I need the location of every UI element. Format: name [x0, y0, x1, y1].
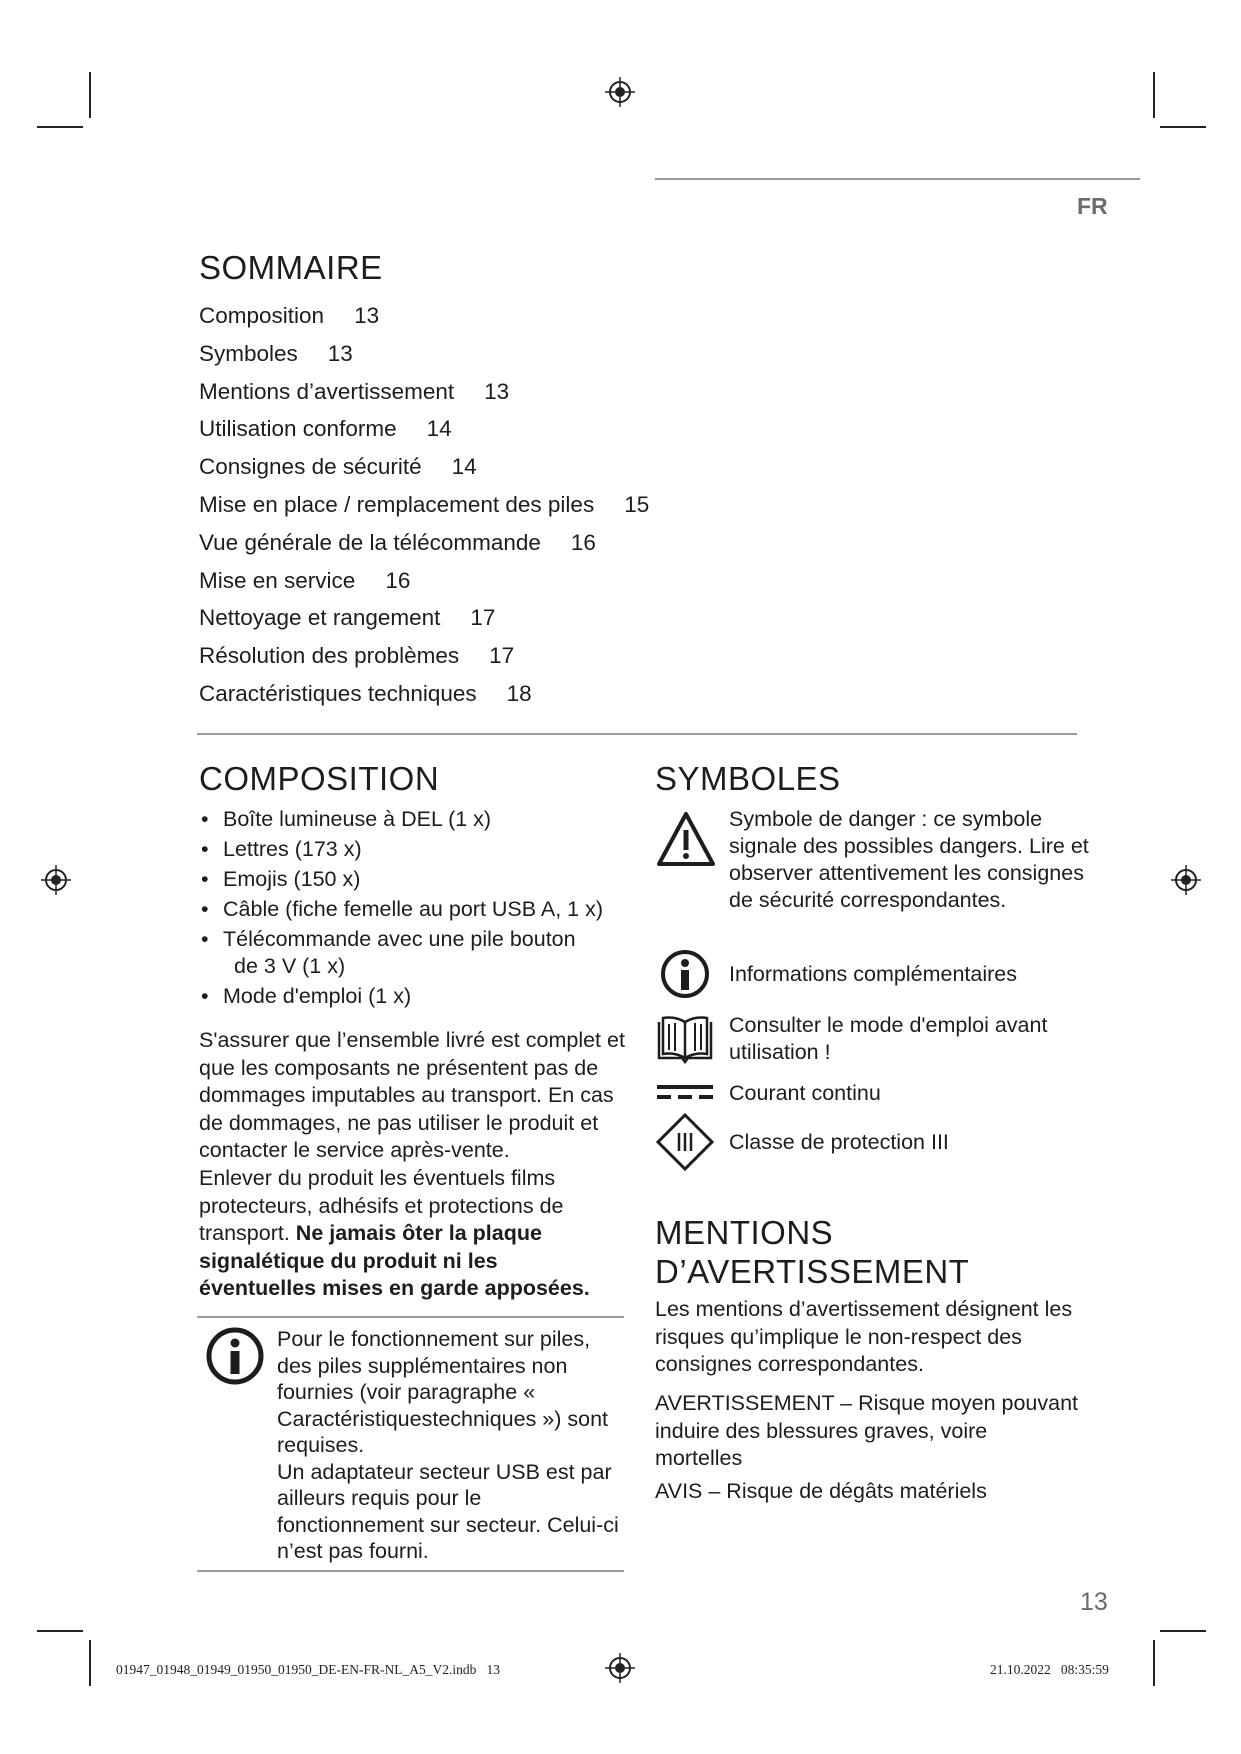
crop-mark — [1153, 1640, 1155, 1686]
registration-mark-icon — [1171, 865, 1201, 895]
registration-mark-icon — [41, 865, 71, 895]
symbol-row — [655, 1012, 1095, 1072]
warning-triangle-icon — [655, 810, 717, 868]
toc-item[interactable] — [199, 297, 649, 335]
composition-title: COMPOSITION — [199, 760, 440, 797]
crop-mark — [37, 1630, 83, 1632]
composition-item: • Emojis (150 x) — [199, 866, 629, 893]
toc-item-page: 15 — [624, 491, 650, 517]
crop-mark — [1160, 1630, 1206, 1632]
crop-mark — [89, 1640, 91, 1686]
symbol-row — [655, 1112, 1095, 1174]
toc-item-page: 14 — [426, 416, 452, 442]
toc-title: SOMMAIRE — [199, 249, 383, 286]
toc-item[interactable] — [199, 335, 649, 373]
info-icon — [660, 949, 710, 999]
symbol-text: Classe de protection III — [729, 1130, 949, 1154]
composition-item: • Mode d'emploi (1 x) — [199, 983, 629, 1010]
protection-class-iii-icon — [655, 1112, 715, 1172]
composition-item: • Lettres (173 x) — [199, 836, 629, 863]
warnings-title-line: MENTIONS — [655, 1214, 834, 1251]
symbols-title: SYMBOLES — [655, 760, 841, 797]
composition-item-line: de 3 V (1 x) — [234, 954, 346, 978]
crop-mark — [1153, 72, 1155, 118]
toc-list — [199, 297, 649, 713]
composition-item — [199, 926, 629, 980]
symbol-row — [655, 1076, 1095, 1111]
toc-item-label: Consignes de sécurité — [199, 454, 422, 480]
symbol-row — [655, 806, 1095, 936]
page-number: 13 — [1080, 1588, 1108, 1616]
toc-item[interactable] — [199, 524, 649, 562]
toc-item-page: 17 — [489, 643, 515, 669]
toc-item[interactable] — [199, 637, 649, 675]
symbol-text: Consulter le mode d'emploi avant utilisation ! — [729, 1013, 1048, 1064]
toc-item-label: Symboles — [199, 340, 298, 366]
info-box-top-rule — [197, 1316, 624, 1318]
toc-divider — [197, 733, 1077, 735]
toc-item-label: Résolution des problèmes — [199, 643, 460, 669]
registration-mark-icon — [605, 1653, 635, 1683]
composition-paragraph: S'assurer que l’ensemble livré est complet et que les composants ne présentent pas de dommages imputables au transport. En cas de dommages, ne pas utiliser le produit et contacter le service après-vente. — [199, 1028, 625, 1162]
warnings-intro: Les mentions d’avertissement désignent les risques qu’implique le non-respect des consignes correspondantes. — [655, 1297, 1073, 1376]
warnings-title — [655, 1213, 1085, 1291]
toc-item-label: Caractéristiques techniques — [199, 680, 477, 706]
toc-item-label: Vue générale de la télécommande — [199, 529, 541, 555]
crop-mark — [89, 72, 91, 118]
toc-item-page: 18 — [506, 680, 532, 706]
language-label: FR — [1077, 193, 1108, 219]
warning-avis: AVIS – Risque de dégâts matériels — [655, 1479, 987, 1503]
toc-item[interactable] — [199, 562, 649, 600]
toc-item-page: 16 — [570, 529, 596, 555]
warning-avertissement: AVERTISSEMENT – Risque moyen pouvant induire des blessures graves, voire mortelles — [655, 1391, 1079, 1470]
header-rule — [655, 178, 1140, 180]
nameplate-warning: Ne jamais ôter la plaque signalétique du produit ni les éventuelles mises en garde apposées. — [199, 1221, 590, 1300]
toc-item-page: 13 — [327, 340, 353, 366]
toc-item-page: 13 — [484, 378, 510, 404]
info-box-bottom-rule — [197, 1570, 624, 1572]
info-icon — [205, 1326, 265, 1386]
symbol-text: Informations complémentaires — [729, 962, 1017, 986]
paragraph-text: Enlever du produit les éventuels films protecteurs, adhésifs et protections de transport. — [199, 1166, 564, 1245]
toc-item[interactable] — [199, 675, 649, 713]
symbol-text: Courant continu — [729, 1081, 881, 1105]
registration-mark-icon — [605, 77, 635, 107]
toc-item-label: Mentions d’avertissement — [199, 378, 455, 404]
toc-item-page: 14 — [451, 454, 477, 480]
toc-item-page: 17 — [470, 605, 496, 631]
toc-item[interactable] — [199, 410, 649, 448]
toc-item-label: Utilisation conforme — [199, 416, 397, 442]
toc-item-page: 16 — [385, 567, 411, 593]
toc-item-page: 13 — [354, 303, 380, 328]
crop-mark — [1160, 126, 1206, 128]
composition-paragraph — [199, 1165, 614, 1303]
composition-item: • Câble (fiche femelle au port USB A, 1 x) — [199, 896, 629, 923]
toc-item-label: Mise en service — [199, 567, 356, 593]
footer-filename: 01947_01948_01949_01950_01950_DE-EN-FR-NL_A5_V2.indb 13 — [116, 1662, 500, 1677]
composition-item: • Boîte lumineuse à DEL (1 x) — [199, 806, 629, 833]
crop-mark — [37, 126, 83, 128]
symbol-text: Symbole de danger : ce symbole signale des possibles dangers. Lire et observer attentivement les consignes de sécurité correspondantes. — [729, 807, 1089, 912]
toc-item-label: Composition — [199, 303, 325, 328]
toc-item[interactable] — [199, 373, 649, 411]
warnings-title-line: D’AVERTISSEMENT — [655, 1253, 970, 1290]
toc-item-label: Mise en place / remplacement des piles — [199, 491, 595, 517]
direct-current-icon — [655, 1082, 715, 1102]
toc-item[interactable] — [199, 448, 649, 486]
info-note-line: Pour le fonctionnement sur piles, des piles supplémentaires non fournies (voir paragraphe « Caractéristiquestechniques ») sont requises. — [277, 1327, 609, 1457]
info-note-line: Un adaptateur secteur USB est par ailleurs requis pour le fonctionnement sur secteur. Celui-ci n’est pas fourni. — [277, 1459, 619, 1563]
toc-item[interactable] — [199, 599, 649, 637]
composition-item-line: Télécommande avec une pile bouton — [223, 927, 576, 951]
info-note-text — [277, 1326, 623, 1565]
toc-item-label: Nettoyage et rangement — [199, 605, 441, 631]
open-book-icon — [655, 1014, 715, 1066]
symbol-row — [655, 949, 1095, 1004]
footer-timestamp: 21.10.2022 08:35:59 — [990, 1662, 1109, 1677]
toc-item[interactable] — [199, 486, 649, 524]
composition-list — [199, 806, 629, 1013]
